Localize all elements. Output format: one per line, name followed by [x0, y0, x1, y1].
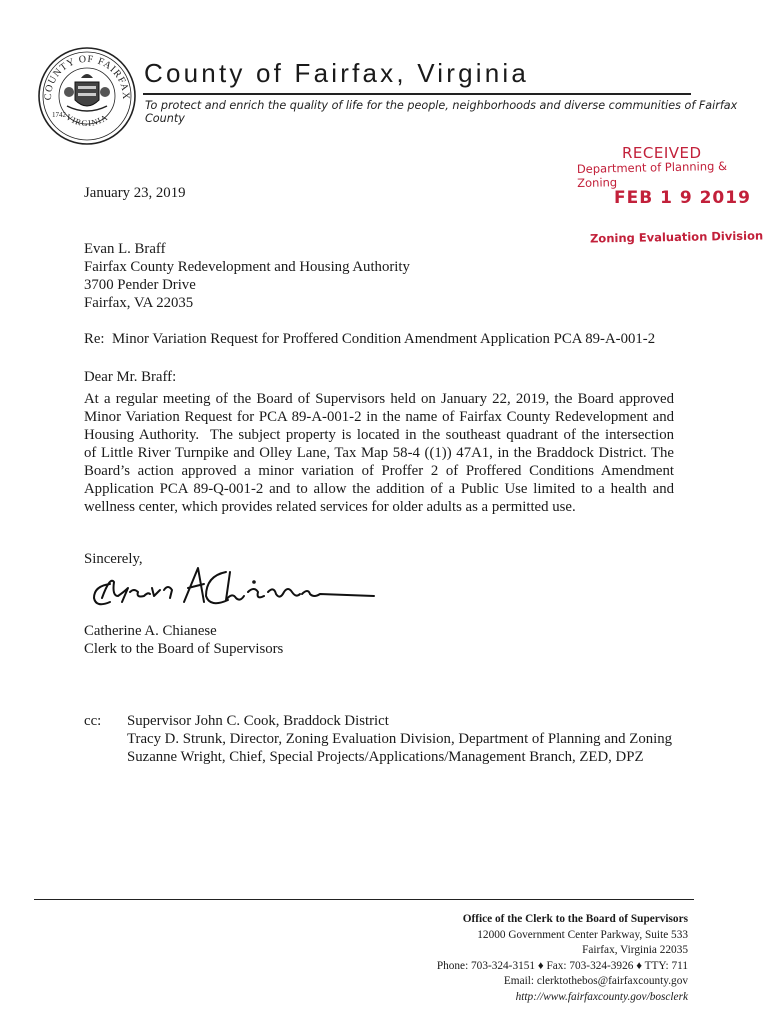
letter-body [84, 390, 674, 516]
county-motto: To protect and enrich the quality of life for the people, neighborhoods and diverse communities of Fairfax County [145, 99, 738, 125]
signer-name: Catherine A. Chianese [84, 623, 217, 639]
body-line: Housing Authority. The subject property is located in the southeast quadrant of the intersection [84, 427, 674, 443]
body-line: wellness center, which provides related services for older adults as a permitted use. [84, 499, 576, 515]
svg-text:VIRGINIA: VIRGINIA [64, 111, 110, 129]
received-stamp-department: Department of Planning & Zoning [576, 158, 728, 191]
svg-text:COUNTY OF FAIRFAX: COUNTY OF FAIRFAX [42, 53, 132, 101]
footer-url: http://www.fairfaxcounty.gov/bosclerk [515, 990, 688, 1003]
signer-title: Clerk to the Board of Supervisors [84, 641, 284, 657]
received-stamp-date: FEB 1 9 2019 [614, 188, 751, 208]
cc-recipient: Tracy D. Strunk, Director, Zoning Evaluation Division, Department of Planning and Zoning [127, 731, 673, 747]
footer-address-line1: 12000 Government Center Parkway, Suite 533 [477, 928, 688, 941]
county-title: County of Fairfax, Virginia [144, 58, 530, 88]
cc-recipient: Supervisor John C. Cook, Braddock District [127, 713, 389, 729]
letter-date: January 23, 2019 [84, 185, 186, 201]
received-stamp-label: RECEIVED [622, 144, 702, 162]
signer-block [84, 622, 283, 658]
header-divider [143, 93, 691, 95]
handwritten-signature [88, 562, 388, 622]
cc-label: cc: [84, 713, 102, 729]
recipient-organization: Fairfax County Redevelopment and Housing Authority [84, 259, 410, 275]
body-line: Application PCA 89-Q-001-2 and to allow the addition of a Public Use limited to a health and [84, 481, 674, 497]
footer-office: Office of the Clerk to the Board of Supervisors [462, 913, 688, 925]
recipient-city: Fairfax, VA 22035 [84, 295, 194, 311]
salutation: Dear Mr. Braff: [84, 369, 177, 385]
footer-email: Email: clerktothebos@fairfaxcounty.gov [503, 975, 688, 987]
recipient-street: 3700 Pender Drive [84, 277, 196, 293]
body-line: Minor Variation Request for PCA 89-A-001-2 in the name of Fairfax County Redevelopment and [84, 409, 674, 425]
footer-address-line2: Fairfax, Virginia 22035 [582, 944, 688, 956]
footer-divider [34, 899, 694, 900]
county-seal-logo [37, 46, 137, 146]
subject-line: Re: Minor Variation Request for Proffered Condition Amendment Application PCA 89-A-001-2 [84, 331, 656, 347]
body-line: Board’s action approved a minor variation of Proffer 2 of Proffered Conditions Amendment [84, 463, 674, 479]
cc-recipient: Suzanne Wright, Chief, Special Projects/Applications/Management Branch, ZED, DPZ [127, 749, 644, 765]
svg-text:1742: 1742 [52, 111, 66, 119]
recipient-address [84, 240, 410, 312]
footer-contact [320, 912, 688, 1005]
footer-phone: Phone: 703-324-3151 ♦ Fax: 703-324-3926 ♦ TTY: 711 [436, 959, 688, 972]
body-line: At a regular meeting of the Board of Supervisors held on January 22, 2019, the Board approved [84, 391, 674, 407]
received-stamp-division: Zoning Evaluation Division [589, 228, 764, 246]
cc-list [127, 712, 672, 766]
recipient-name: Evan L. Braff [84, 241, 166, 257]
closing: Sincerely, [84, 551, 143, 567]
body-line: of Little River Turnpike and Olley Lane, Tax Map 58-4 ((1)) 47A1, in the Braddock District. The [84, 445, 674, 461]
